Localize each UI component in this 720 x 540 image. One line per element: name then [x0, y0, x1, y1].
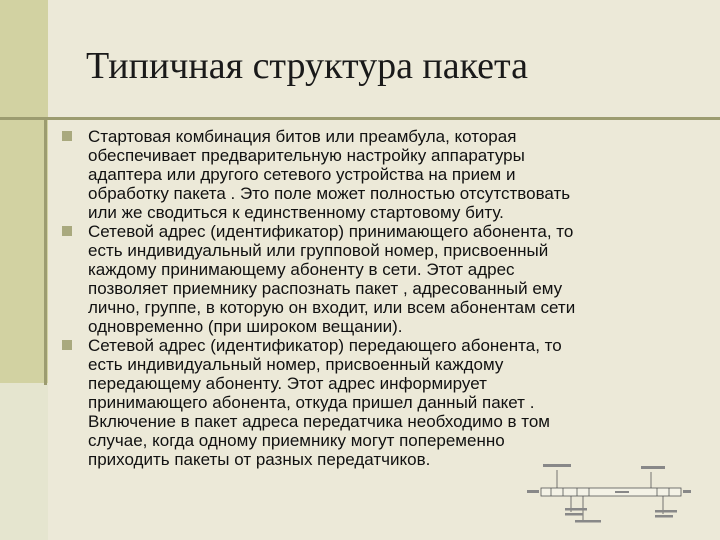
- bullet-line: принимающего абонента, откуда пришел данный пакет .: [88, 393, 535, 412]
- square-bullet-icon: [62, 226, 72, 236]
- bullet-line: или же сводиться к единственному стартовому биту.: [88, 203, 504, 222]
- slide-title: Типичная структура пакета: [86, 45, 528, 87]
- bullet-line: одновременно (при широком вещании).: [88, 317, 403, 336]
- bullet-line: Сетевой адрес (идентификатор) передающего абонента, то: [88, 336, 562, 355]
- bullet-line: лично, группе, в которую он входит, или всем абонентам сети: [88, 298, 576, 317]
- bullet-line: есть индивидуальный или групповой номер, присвоенный: [88, 241, 549, 260]
- bullet-line: позволяет приемнику распознать пакет , адресованный ему: [88, 279, 563, 298]
- bullet-line: приходить пакеты от разных передатчиков.: [88, 450, 431, 469]
- bullet-item: [60, 127, 680, 222]
- bullet-list: [60, 127, 680, 469]
- bullet-line: обработку пакета . Это поле может полностью отсутствовать: [88, 184, 571, 203]
- bullet-line: есть индивидуальный номер, присвоенный каждому: [88, 355, 504, 374]
- packet-structure-diagram: [523, 462, 693, 528]
- bullet-line: передающему абоненту. Этот адрес информирует: [88, 374, 487, 393]
- bullet-line: каждому принимающему абоненту в сети. Этот адрес: [88, 260, 515, 279]
- sidebar-band-lower: [0, 383, 48, 540]
- title-divider: [0, 117, 720, 120]
- bullet-line: адаптера или другого сетевого устройства на прием и: [88, 165, 516, 184]
- square-bullet-icon: [62, 131, 72, 141]
- square-bullet-icon: [62, 340, 72, 350]
- bullet-line: случае, когда одному приемнику могут попеременно: [88, 431, 505, 450]
- bullet-item: [60, 336, 680, 469]
- bullet-line: Сетевой адрес (идентификатор) принимающего абонента, то: [88, 222, 574, 241]
- bullet-line: обеспечивает предварительную настройку аппаратуры: [88, 146, 525, 165]
- bullet-line: Включение в пакет адреса передатчика необходимо в том: [88, 412, 550, 431]
- bullet-item: [60, 222, 680, 336]
- bullet-line: Стартовая комбинация битов или преамбула, которая: [88, 127, 517, 146]
- vertical-divider: [44, 117, 47, 385]
